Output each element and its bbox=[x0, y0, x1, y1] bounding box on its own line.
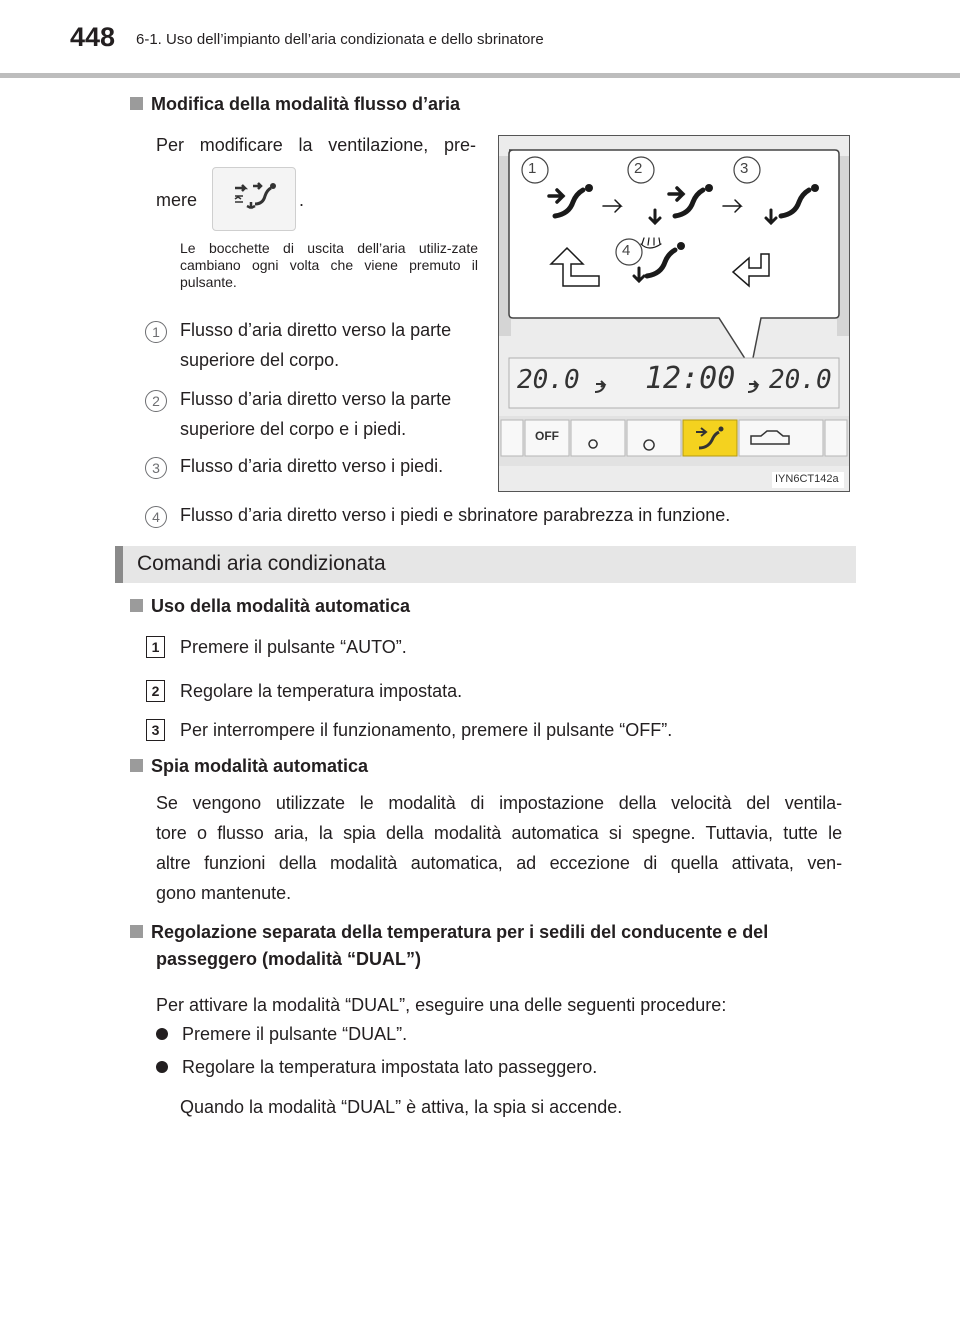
item-number-2: 2 bbox=[145, 390, 167, 412]
off-button-label: OFF bbox=[535, 429, 559, 443]
item-1-line1: Flusso d’aria diretto verso la parte bbox=[180, 320, 452, 340]
square-bullet-icon bbox=[130, 759, 143, 772]
step-number-3: 3 bbox=[146, 719, 165, 741]
callout-3: 3 bbox=[740, 160, 749, 177]
airflow-note: Le bocchette di uscita dell’aria utiliz-zate cambiano ogni volta che viene premuto il pulsante. bbox=[180, 240, 478, 290]
square-bullet-icon bbox=[130, 97, 143, 110]
step-number-2: 2 bbox=[146, 680, 165, 702]
airflow-figure bbox=[498, 135, 850, 492]
item-number-1: 1 bbox=[145, 321, 167, 343]
dual-heading: Regolazione separata della temperatura per i sedili del conducente e del passeggero (modalità “DUAL”) bbox=[130, 922, 845, 970]
display-temp-left: 20.0 bbox=[517, 365, 580, 395]
step-1-text: Premere il pulsante “AUTO”. bbox=[180, 637, 407, 657]
callout-1: 1 bbox=[528, 160, 537, 177]
section-header bbox=[115, 546, 856, 583]
airflow-mode-button[interactable] bbox=[212, 167, 296, 231]
image-code: IYN6CT142a bbox=[775, 473, 839, 485]
page-number: 448 bbox=[70, 22, 116, 52]
paragraph-line: gono mantenute. bbox=[156, 883, 292, 903]
callout-4: 4 bbox=[622, 242, 631, 259]
callout-2: 2 bbox=[634, 160, 643, 177]
airflow-mode-icon bbox=[213, 168, 295, 230]
auto-indicator-heading: Spia modalità automatica bbox=[130, 756, 368, 777]
round-bullet-icon bbox=[156, 1028, 168, 1040]
item-3-line1: Flusso d’aria diretto verso i piedi. bbox=[180, 456, 444, 476]
dual-intro: Per attivare la modalità “DUAL”, eseguire una delle seguenti procedure: bbox=[156, 995, 727, 1015]
auto-mode-heading: Uso della modalità automatica bbox=[130, 596, 410, 617]
header-rule bbox=[0, 73, 960, 78]
item-4-line1: Flusso d’aria diretto verso i piedi e sbrinatore parabrezza in funzione. bbox=[180, 505, 731, 525]
dual-bullet-1: Premere il pulsante “DUAL”. bbox=[156, 1019, 407, 1049]
square-bullet-icon bbox=[130, 599, 143, 612]
paragraph-line: altre funzioni della modalità automatica, ad eccezione di quella attivata, ven- bbox=[156, 853, 842, 873]
paragraph-line: tore o flusso aria, la spia della modalità automatica si spegne. Tuttavia, tutte le bbox=[156, 823, 842, 843]
round-bullet-icon bbox=[156, 1061, 168, 1073]
step-number-1: 1 bbox=[146, 636, 165, 658]
item-2-line1: Flusso d’aria diretto verso la parte bbox=[180, 389, 452, 409]
display-temp-right: 20.0 bbox=[769, 365, 832, 395]
item-2-line2: superiore del corpo e i piedi. bbox=[180, 419, 407, 439]
square-bullet-icon bbox=[130, 925, 143, 938]
airflow-intro-mere: mere bbox=[156, 190, 198, 210]
dual-after: Quando la modalità “DUAL” è attiva, la spia si accende. bbox=[180, 1097, 623, 1117]
airflow-intro-period: . bbox=[299, 190, 305, 210]
auto-indicator-paragraph bbox=[156, 788, 842, 908]
display-clock: 12:00 bbox=[645, 361, 736, 396]
item-1-line2: superiore del corpo. bbox=[180, 350, 340, 370]
item-number-4: 4 bbox=[145, 506, 167, 528]
section-title: Comandi aria condizionata bbox=[137, 552, 386, 575]
step-2-text: Regolare la temperatura impostata. bbox=[180, 681, 463, 701]
chapter-title: 6-1. Uso dell’impianto dell’aria condizionata e dello sbrinatore bbox=[136, 31, 544, 48]
paragraph-line: Se vengono utilizzate le modalità di impostazione della velocità del ventila- bbox=[156, 793, 842, 813]
step-3-text: Per interrompere il funzionamento, premere il pulsante “OFF”. bbox=[180, 720, 673, 740]
airflow-intro-line1: Per modificare la ventilazione, pre- bbox=[156, 135, 476, 155]
dual-bullet-2: Regolare la temperatura impostata lato passeggero. bbox=[156, 1052, 597, 1082]
airflow-heading: Modifica della modalità flusso d’aria bbox=[130, 94, 460, 115]
item-number-3: 3 bbox=[145, 457, 167, 479]
